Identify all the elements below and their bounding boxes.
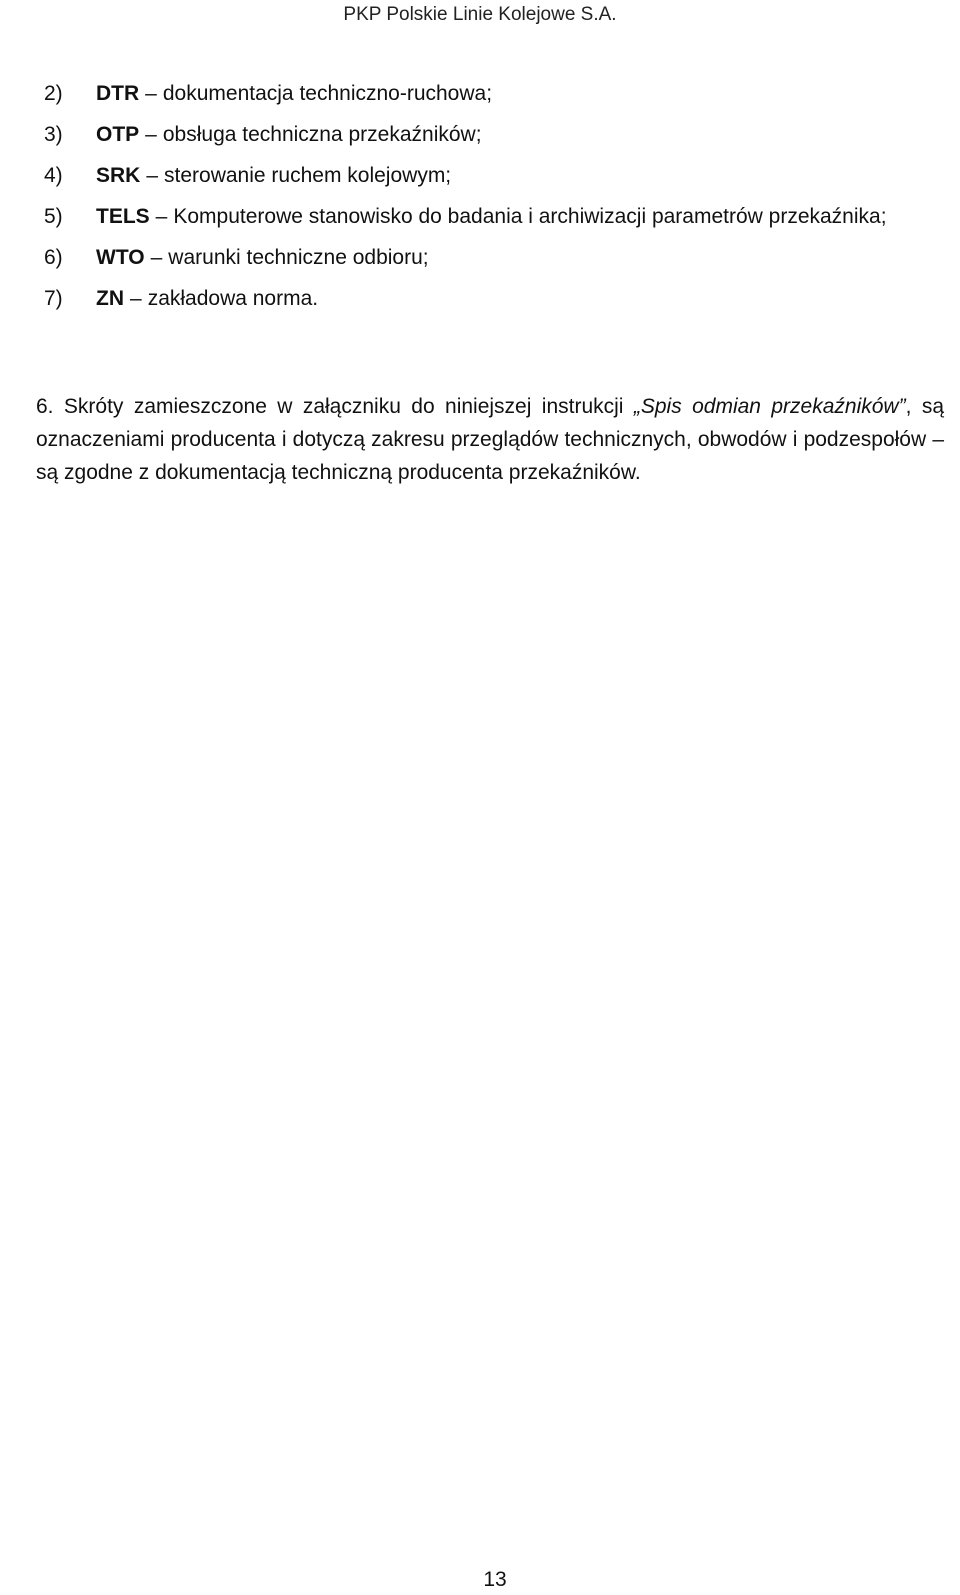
paragraph-italic-title: „Spis odmian przekaźników” (633, 395, 906, 418)
list-item-body (96, 119, 944, 150)
list-item (44, 283, 944, 314)
list-item-abbreviation: TELS (96, 205, 150, 228)
list-item (44, 119, 944, 150)
list-item-abbreviation: SRK (96, 164, 141, 187)
list-item-abbreviation: WTO (96, 246, 145, 269)
list-item (44, 160, 944, 191)
paragraph-6 (36, 390, 944, 489)
list-item-number: 4) (44, 164, 63, 187)
list-item-body (96, 201, 944, 232)
list-item-dash: – (150, 246, 163, 269)
list-item-number: 6) (44, 246, 63, 269)
page-header: PKP Polskie Linie Kolejowe S.A. (343, 4, 617, 25)
paragraph-text-before: Skróty zamieszczone w załączniku do niniejszej instrukcji (63, 395, 634, 418)
list-item-number: 7) (44, 287, 63, 310)
list-item-dash: – (145, 82, 157, 105)
paragraph-text-after: , są oznaczeniami producenta i dotyczą zakresu przeglądów technicznych, obwodów i podzespołów – są zgodne z dokumentacją techniczną producenta przekaźników. (36, 395, 944, 484)
list-item-number: 5) (44, 205, 63, 228)
list-item (44, 78, 944, 109)
list-item-body (96, 283, 944, 314)
list-item-dash: – (146, 164, 159, 187)
list-item-text: dokumentacja techniczno-ruchowa; (162, 82, 493, 105)
paragraph-number: 6. (36, 395, 54, 418)
list-item-text: sterowanie ruchem kolejowym; (164, 164, 452, 187)
list-item-dash: – (155, 205, 168, 228)
list-item-text: zakładowa norma. (147, 287, 319, 310)
list-item-body (96, 242, 944, 273)
abbreviation-list (44, 78, 944, 324)
list-item-text: obsługa techniczna przekaźników; (162, 123, 482, 146)
list-item-number: 3) (44, 123, 63, 146)
list-item-abbreviation: OTP (96, 123, 140, 146)
list-item (44, 242, 944, 273)
page-number: 13 (483, 1568, 507, 1591)
list-item (44, 201, 944, 232)
list-item-abbreviation: DTR (96, 82, 140, 105)
list-item-dash: – (145, 123, 157, 146)
list-item-dash: – (130, 287, 142, 310)
list-item-text: Komputerowe stanowisko do badania i archiwizacji parametrów przekaźnika; (173, 205, 887, 228)
list-item-body (96, 78, 944, 109)
list-item-text: warunki techniczne odbioru; (168, 246, 429, 269)
list-item-abbreviation: ZN (96, 287, 124, 310)
list-item-number: 2) (44, 82, 63, 105)
list-item-body (96, 160, 944, 191)
